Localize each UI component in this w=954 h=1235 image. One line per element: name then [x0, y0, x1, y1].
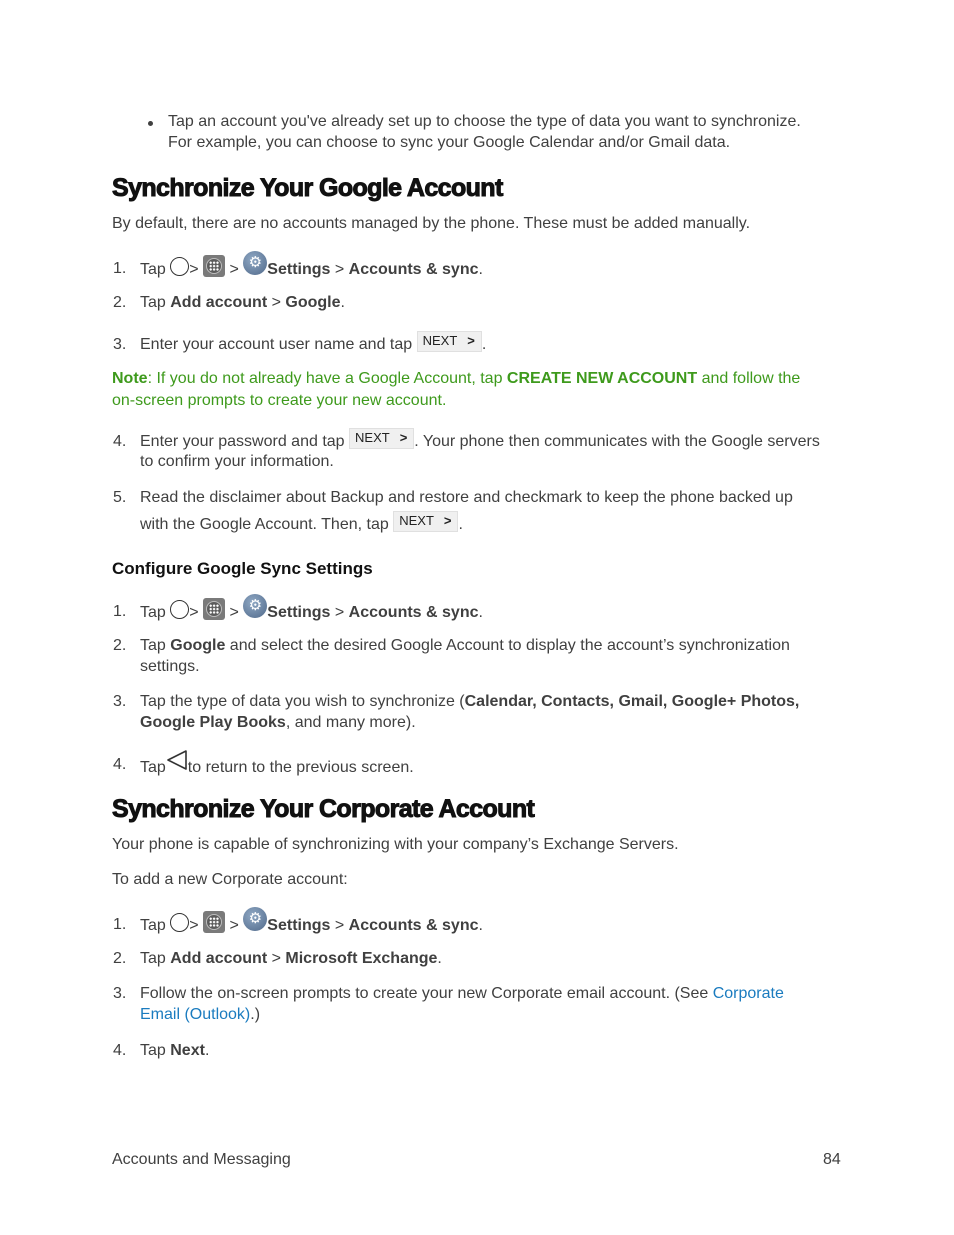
settings-icon: ⚙ — [243, 907, 267, 931]
corporate-email-link[interactable]: Email (Outlook) — [140, 1006, 251, 1023]
separator: > — [334, 261, 345, 279]
step-text: Enter your password and tap — [140, 433, 345, 450]
step-2-configure-line2: settings. — [140, 658, 200, 675]
home-icon — [170, 257, 189, 276]
separator: > — [229, 261, 239, 279]
step-3-configure-line2 — [140, 712, 416, 733]
step-number: 3. — [113, 693, 127, 710]
step-number: 3. — [113, 336, 127, 353]
settings-icon: ⚙ — [243, 251, 267, 275]
step-text: Tap — [140, 604, 166, 622]
separator: > — [271, 950, 281, 967]
separator: > — [229, 604, 239, 622]
step-text: Tap — [140, 917, 166, 935]
settings-label: Settings — [267, 604, 331, 622]
step-number: 2. — [113, 637, 127, 654]
intro-bullet-line2: For example, you can choose to sync your Google Calendar and/or Gmail data. — [168, 134, 731, 151]
step-text: Tap — [140, 759, 166, 777]
separator: > — [189, 604, 199, 622]
chevron-right-icon: > — [467, 333, 475, 349]
separator: > — [189, 261, 199, 279]
next-button-image — [417, 331, 482, 352]
footer-chapter: Accounts and Messaging — [112, 1151, 291, 1168]
step-text: and select the desired Google Account to display the account’s synchronization — [225, 637, 790, 654]
step-4-line2: to confirm your information. — [140, 453, 334, 470]
note-line1 — [112, 368, 800, 389]
note-text: : If you do not already have a Google Account, tap — [147, 370, 507, 387]
step-number: 3. — [113, 985, 127, 1002]
period: . — [478, 917, 483, 935]
step-text: Tap — [140, 637, 171, 654]
next-button-image — [393, 511, 458, 532]
add-account-label: Add account — [170, 294, 268, 311]
create-account-label: CREATE NEW ACCOUNT — [506, 370, 698, 387]
period: . — [478, 604, 483, 622]
step-text: Tap — [140, 1042, 171, 1059]
next-label: NEXT — [399, 513, 434, 529]
step-number: 1. — [113, 260, 127, 277]
step-3-corporate-line2 — [140, 1004, 260, 1025]
section1-intro: By default, there are no accounts managed by the phone. These must be added manually. — [112, 215, 751, 232]
subsection-title: Configure Google Sync Settings — [112, 559, 373, 578]
section2-intro1: Your phone is capable of synchronizing with your company’s Exchange Servers. — [112, 836, 679, 853]
chevron-right-icon: > — [443, 513, 452, 529]
step-text: Tap — [140, 261, 166, 279]
next-label: NEXT — [355, 430, 390, 446]
step-text: Tap the type of data you wish to synchronize ( — [140, 693, 465, 710]
period: . — [340, 294, 345, 311]
settings-label: Settings — [267, 917, 331, 935]
bullet-dot — [148, 121, 153, 126]
intro-bullet-line1: Tap an account you've already set up to choose the type of data you want to synchronize. — [168, 113, 801, 130]
accounts-sync-label: Accounts & sync — [348, 917, 479, 935]
step-text: . Your phone then communicates with the Google servers — [414, 433, 820, 450]
note-line2: on-screen prompts to create your new account. — [112, 392, 447, 409]
step-5-line1: Read the disclaimer about Backup and restore and checkmark to keep the phone backed up — [140, 489, 793, 506]
step-3-google — [140, 334, 486, 355]
settings-label: Settings — [267, 261, 331, 279]
step-2-google — [140, 292, 345, 313]
step-1-configure — [140, 597, 483, 625]
note-label: Note — [112, 370, 148, 387]
step-text: to return to the previous screen. — [187, 759, 414, 777]
add-account-label: Add account — [170, 950, 268, 967]
page-number: 84 — [823, 1151, 841, 1168]
separator: > — [334, 917, 345, 935]
google-label: Google — [285, 294, 341, 311]
step-text: Follow the on-screen prompts to create your new Corporate email account. (See — [140, 985, 713, 1002]
apps-icon — [203, 255, 225, 277]
note-text: and follow the — [697, 370, 801, 387]
accounts-sync-label: Accounts & sync — [348, 604, 479, 622]
step-5-line2 — [140, 514, 463, 535]
separator: > — [271, 294, 281, 311]
step-2-configure — [140, 635, 790, 656]
settings-icon: ⚙ — [243, 594, 267, 618]
step-3-corporate — [140, 983, 784, 1004]
step-1-corporate — [140, 910, 483, 938]
next-label: Next — [170, 1042, 205, 1059]
section-title-google: Synchronize Your Google Account — [112, 174, 503, 202]
step-number: 5. — [113, 489, 127, 506]
next-button-image — [349, 428, 414, 449]
step-number: 4. — [113, 756, 127, 773]
step-number: 4. — [113, 433, 127, 450]
period: . — [458, 516, 463, 533]
google-label: Google — [170, 637, 226, 654]
step-4-configure — [140, 754, 414, 782]
back-icon — [166, 749, 188, 777]
step-number: 1. — [113, 916, 127, 933]
separator: > — [189, 917, 199, 935]
separator: > — [334, 604, 345, 622]
corporate-email-link[interactable]: Corporate — [712, 985, 784, 1002]
play-books-label: Google Play Books — [140, 714, 286, 731]
step-number: 2. — [113, 950, 127, 967]
step-4-google — [140, 431, 820, 452]
next-label: NEXT — [422, 333, 458, 349]
separator: > — [229, 917, 239, 935]
apps-icon — [203, 598, 225, 620]
period: . — [437, 950, 442, 967]
step-number: 1. — [113, 603, 127, 620]
accounts-sync-label: Accounts & sync — [348, 261, 479, 279]
step-text: Tap — [140, 950, 166, 967]
period: . — [481, 336, 487, 353]
step-1-google — [140, 254, 483, 282]
step-text: , and many more). — [285, 714, 416, 731]
step-4-corporate — [140, 1040, 209, 1061]
step-3-configure — [140, 691, 799, 712]
chevron-right-icon: > — [399, 430, 408, 446]
step-text: .) — [250, 1006, 261, 1023]
data-types-label: Calendar, Contacts, Gmail, Google+ Photos, — [464, 693, 800, 710]
step-text: Tap — [140, 294, 166, 311]
period: . — [204, 1042, 210, 1059]
home-icon — [170, 600, 189, 619]
home-icon — [170, 913, 189, 932]
microsoft-exchange-label: Microsoft Exchange — [285, 950, 438, 967]
step-2-corporate — [140, 948, 442, 969]
apps-icon — [203, 911, 225, 933]
step-number: 2. — [113, 294, 127, 311]
section-title-corporate: Synchronize Your Corporate Account — [112, 795, 535, 823]
section2-intro2: To add a new Corporate account: — [112, 871, 348, 888]
step-number: 4. — [113, 1042, 127, 1059]
step-text: Enter your account user name and tap — [140, 336, 413, 353]
period: . — [478, 261, 483, 279]
step-text: with the Google Account. Then, tap — [140, 516, 389, 533]
